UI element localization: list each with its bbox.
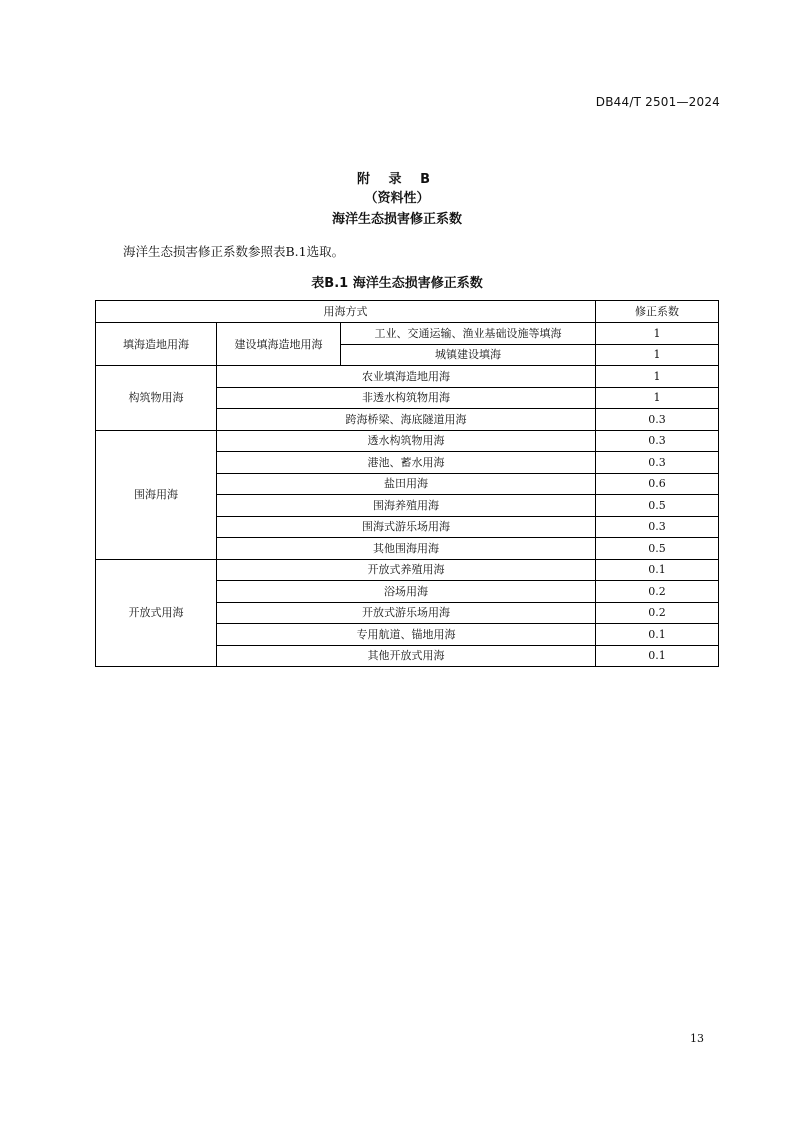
coefficient-value: 1	[596, 387, 719, 409]
usage-name: 非透水构筑物用海	[217, 387, 596, 409]
usage-name: 其他开放式用海	[217, 645, 596, 667]
group-label: 填海造地用海	[96, 323, 217, 366]
coefficient-value: 0.3	[596, 516, 719, 538]
subgroup-label: 建设填海造地用海	[217, 323, 341, 366]
usage-name: 开放式游乐场用海	[217, 602, 596, 624]
appendix-nature: （资料性）	[364, 191, 430, 206]
usage-name: 农业填海造地用海	[217, 366, 596, 388]
usage-name: 浴场用海	[217, 581, 596, 603]
usage-name: 盐田用海	[217, 473, 596, 495]
standard-number: DB44/T 2501—2024	[595, 95, 720, 109]
coefficient-value: 0.1	[596, 624, 719, 646]
usage-name: 城镇建设填海	[341, 344, 596, 366]
usage-name: 工业、交通运输、渔业基础设施等填海	[341, 323, 596, 345]
usage-name: 开放式养殖用海	[217, 559, 596, 581]
usage-name: 港池、蓄水用海	[217, 452, 596, 474]
coefficient-value: 0.2	[596, 581, 719, 603]
appendix-title: 附 录 B	[357, 172, 437, 187]
usage-name: 围海式游乐场用海	[217, 516, 596, 538]
table-header-row	[96, 301, 719, 323]
intro-paragraph: 海洋生态损害修正系数参照表B.1选取。	[123, 244, 345, 259]
coefficient-value: 0.5	[596, 495, 719, 517]
table-row	[96, 366, 719, 388]
table-row	[96, 559, 719, 581]
coefficient-value: 0.3	[596, 409, 719, 431]
header-coefficient: 修正系数	[596, 301, 719, 323]
usage-name: 围海养殖用海	[217, 495, 596, 517]
usage-name: 其他围海用海	[217, 538, 596, 560]
coefficient-value: 1	[596, 323, 719, 345]
coefficient-value: 0.6	[596, 473, 719, 495]
coefficient-value: 1	[596, 366, 719, 388]
usage-name: 跨海桥梁、海底隧道用海	[217, 409, 596, 431]
group-label: 构筑物用海	[96, 366, 217, 431]
group-label: 开放式用海	[96, 559, 217, 667]
group-label: 围海用海	[96, 430, 217, 559]
coefficient-value: 0.3	[596, 452, 719, 474]
table-row	[96, 430, 719, 452]
coefficient-value: 0.1	[596, 645, 719, 667]
coefficient-value: 0.3	[596, 430, 719, 452]
coefficient-table	[95, 300, 719, 667]
usage-name: 透水构筑物用海	[217, 430, 596, 452]
usage-name: 专用航道、锚地用海	[217, 624, 596, 646]
coefficient-value: 0.5	[596, 538, 719, 560]
appendix-heading	[0, 170, 794, 231]
coefficient-value: 0.2	[596, 602, 719, 624]
table-row	[96, 323, 719, 345]
appendix-subject: 海洋生态损害修正系数	[331, 212, 462, 227]
page-number: 13	[690, 1032, 704, 1045]
header-usage: 用海方式	[96, 301, 596, 323]
table-caption: 表B.1 海洋生态损害修正系数	[311, 276, 483, 291]
coefficient-value: 0.1	[596, 559, 719, 581]
coefficient-value: 1	[596, 344, 719, 366]
